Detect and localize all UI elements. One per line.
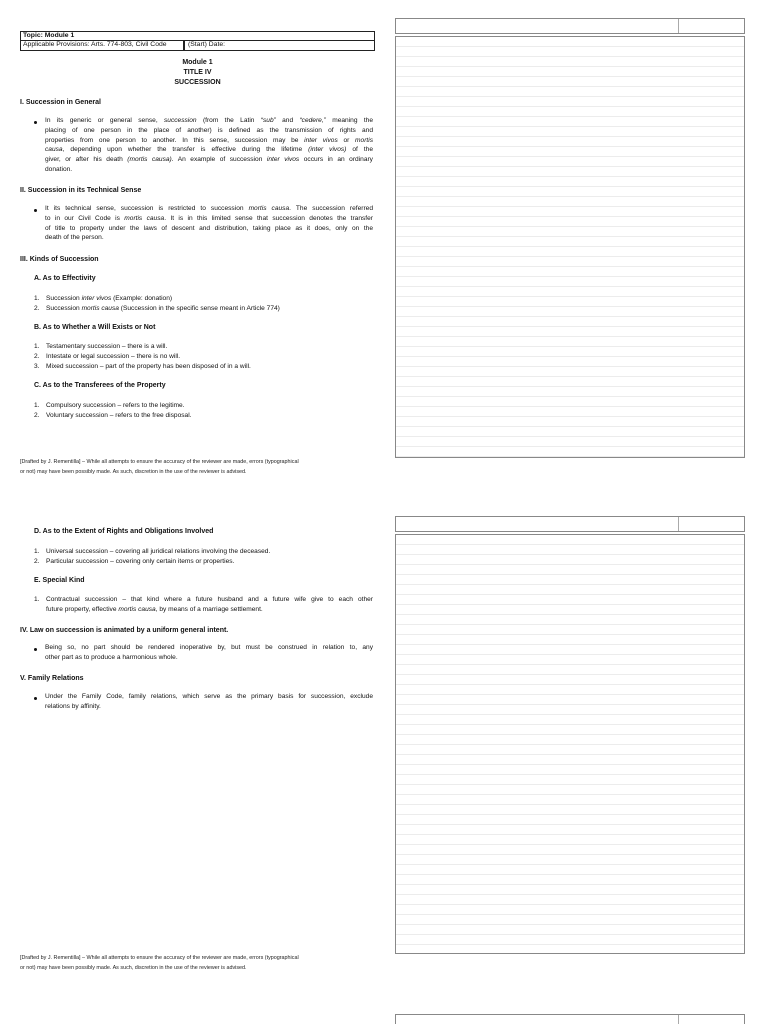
se-line-1: Contractual succession – that kind where a future husband and a future wife give to each other bbox=[46, 596, 373, 603]
footer-line-1: [Drafted by J. Rementilla] – While all attempts to ensure the accuracy of the reviewer are made, errors (typographical bbox=[20, 955, 299, 961]
s1-line-1: In its generic or general sense, succession (from the Latin “sub” and “cedere,” meaning the bbox=[45, 117, 373, 124]
sub-e-item-1 bbox=[46, 595, 373, 615]
sub-a-heading: A. As to Effectivity bbox=[34, 275, 96, 282]
s2-line-3: of title to property under the laws of descent and distribution, taking place as it does, only on the bbox=[45, 224, 373, 232]
footer-line-1: [Drafted by J. Rementilla] – While all attempts to ensure the accuracy of the reviewer are made, errors (typographical bbox=[20, 459, 299, 465]
sub-d-item-1: Universal succession – covering all juridical relations involving the deceased. bbox=[46, 548, 271, 555]
list-number: 2. bbox=[34, 305, 40, 312]
notes-header-box bbox=[395, 516, 745, 532]
provisions-cell: Applicable Provisions: Arts. 774-803, Civil Code bbox=[21, 41, 185, 50]
sub-b-item-3: Mixed succession – part of the property has been disposed of in a will. bbox=[46, 363, 251, 370]
s4-line-1: Being so, no part should be rendered inoperative by, but must be construed in relation to, any bbox=[45, 644, 373, 651]
sub-e-heading: E. Special Kind bbox=[34, 577, 85, 584]
sub-b-item-2: Intestate or legal succession – there is no will. bbox=[46, 353, 181, 360]
footer-line-2: or not) may have been possibly made. As such, discretion in the use of the reviewer is advised. bbox=[20, 965, 247, 971]
list-number: 2. bbox=[34, 353, 40, 360]
sub-b-item-1: Testamentary succession – there is a will. bbox=[46, 343, 168, 350]
s1-line-3: properties from one person to another. In this sense, succession may be inter vivos or mortis bbox=[45, 136, 373, 144]
bullet-icon bbox=[34, 121, 37, 124]
bullet-icon bbox=[34, 697, 37, 700]
divider bbox=[678, 517, 679, 531]
notes-header-box bbox=[395, 1014, 745, 1024]
se-line-2: future property, effective mortis causa, by means of a marriage settlement. bbox=[46, 605, 263, 613]
s2-line-2: to in our Civil Code is mortis causa. It is in this limited sense that succession denotes the transfer bbox=[45, 214, 373, 222]
s4-line-2: other part as to produce a harmonious whole. bbox=[45, 653, 178, 661]
list-number: 2. bbox=[34, 558, 40, 565]
section-3-heading: III. Kinds of Succession bbox=[20, 256, 99, 263]
section-2-paragraph bbox=[45, 204, 373, 243]
notes-lined-panel[interactable] bbox=[395, 534, 745, 954]
page-3 bbox=[0, 1000, 768, 1024]
list-number: 1. bbox=[34, 596, 40, 603]
bullet-icon bbox=[34, 648, 37, 651]
sub-d-heading: D. As to the Extent of Rights and Obligations Involved bbox=[34, 528, 214, 535]
page-2 bbox=[0, 500, 768, 1000]
start-date-cell: (Start) Date: bbox=[188, 41, 226, 48]
list-number: 1. bbox=[34, 343, 40, 350]
footer-line-2: or not) may have been possibly made. As such, discretion in the use of the reviewer is advised. bbox=[20, 469, 247, 475]
s1-line-5: giver, or after his death (mortis causa). An example of succession inter vivos occurs in an ordinary bbox=[45, 156, 373, 164]
s5-line-2: relations by affinity. bbox=[45, 702, 101, 710]
title-line-3: SUCCESSION bbox=[174, 79, 221, 86]
sub-c-item-2: Voluntary succession – refers to the free disposal. bbox=[46, 412, 192, 419]
topic-cell: Topic: Module 1 bbox=[21, 32, 374, 41]
sub-c-heading: C. As to the Transferees of the Property bbox=[34, 382, 166, 389]
s1-line-2: placing of one person in the place of another) is defined as the transmission of rights and bbox=[45, 126, 373, 134]
notes-lined-panel[interactable] bbox=[395, 36, 745, 458]
provisions-row bbox=[21, 41, 374, 50]
section-2-heading: II. Succession in its Technical Sense bbox=[20, 187, 142, 194]
footer-disclaimer bbox=[20, 457, 360, 477]
bullet-icon bbox=[34, 209, 37, 212]
sub-a-item-1: Succession inter vivos (Example: donation) bbox=[46, 295, 173, 302]
section-5-heading: V. Family Relations bbox=[20, 675, 84, 682]
title-line-1: Module 1 bbox=[182, 59, 213, 66]
section-5-paragraph bbox=[45, 692, 373, 712]
list-number: 1. bbox=[34, 402, 40, 409]
s2-line-1: It its technical sense, succession is restricted to succession mortis causa. The succession referred bbox=[45, 205, 373, 212]
list-number: 1. bbox=[34, 548, 40, 555]
s2-line-4: death of the person. bbox=[45, 234, 104, 242]
sub-b-heading: B. As to Whether a Will Exists or Not bbox=[34, 324, 156, 331]
divider bbox=[678, 1015, 679, 1024]
sub-d-item-2: Particular succession – covering only certain items or properties. bbox=[46, 558, 235, 565]
sub-a-item-2: Succession mortis causa (Succession in the specific sense meant in Article 774) bbox=[46, 305, 280, 312]
section-4-paragraph bbox=[45, 643, 373, 663]
section-4-heading: IV. Law on succession is animated by a uniform general intent. bbox=[20, 627, 229, 634]
s5-line-1: Under the Family Code, family relations, which serve as the primary basis for succession, exclude bbox=[45, 693, 373, 700]
module-title bbox=[20, 58, 375, 88]
sub-c-item-1: Compulsory succession – refers to the legitime. bbox=[46, 402, 185, 409]
list-number: 1. bbox=[34, 295, 40, 302]
section-1-paragraph bbox=[45, 116, 373, 175]
title-line-2: TITLE IV bbox=[183, 69, 212, 76]
notes-header-box bbox=[395, 18, 745, 34]
list-number: 3. bbox=[34, 363, 40, 370]
header-table bbox=[20, 31, 375, 51]
list-number: 2. bbox=[34, 412, 40, 419]
s1-line-4: causa, depending upon whether the transfer is effective during the lifetime (inter vivos) of the bbox=[45, 146, 373, 154]
page-1 bbox=[0, 0, 768, 500]
section-1-heading: I. Succession in General bbox=[20, 99, 101, 106]
s1-line-6: donation. bbox=[45, 165, 73, 173]
divider bbox=[678, 19, 679, 33]
footer-disclaimer bbox=[20, 953, 360, 973]
